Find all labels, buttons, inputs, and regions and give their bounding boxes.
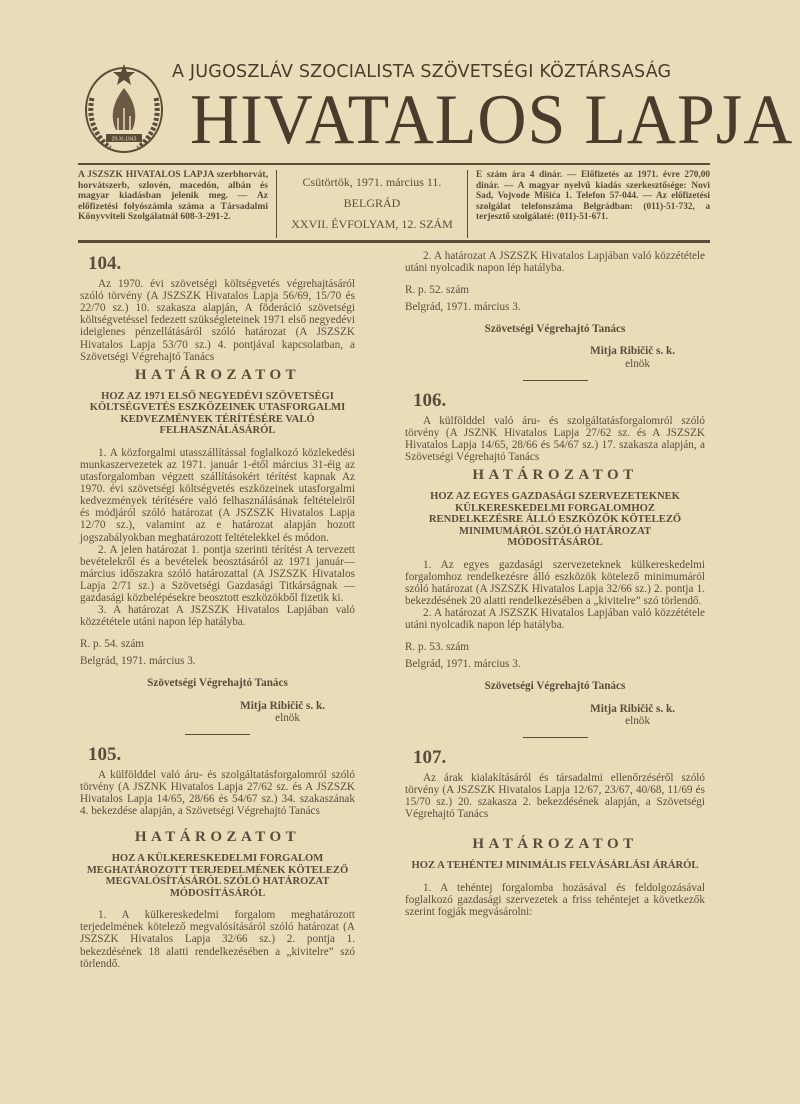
reference-number: R. p. 53. szám [405, 641, 470, 654]
section-subtitle: HOZ A KÜLKERESKEDELMI FORGALOM MEGHATÁROZOTT TERJEDELMÉNEK KÖTELEZŐ MEGVALÓSÍTÁSÁRÓL SZÓLÓ HATÁROZAT MÓDOSÍTÁSÁRÓL [86, 853, 349, 899]
state-emblem-icon [80, 58, 168, 158]
svg-text:29-XI-1943: 29-XI-1943 [111, 136, 137, 143]
section-subtitle: HOZ A TEHÉNTEJ MINIMÁLIS FELVÁSÁRLÁSI ÁRÁRÓL [411, 860, 699, 872]
paragraph: 1. A közforgalmi utasszállítással foglalkozó közlekedési munkaszervezetek az 1971. január 1-étől március 31-éig az utasforgalomban végzett szállításokért térítést kapnak Az 1970. évi szövetségi költségvetés eszközeinek utasforgalmi kedvezmények térítésére való felhasználásának feltételeiről és módjáról szóló határozat (A JSZSZK Hivatalos Lapja 12/70 sz.), valamint az e határozat alapján hozott jogszabályokban meghatározott feltételekkel és módon. [80, 446, 355, 544]
reference-number: R. p. 52. szám [405, 284, 470, 297]
issue-date: Csütörtök, 1971. március 11. [302, 175, 442, 189]
newspaper-title: HIVATALOS LAPJA [190, 79, 794, 159]
council-name: Szövetségi Végrehajtó Tanács [484, 323, 626, 336]
section-105-continued [405, 250, 705, 381]
section-intro: A külfölddel való áru- és szolgáltatásforgalomról szóló törvény (A JSZNK Hivatalos Lapja 27/62 sz. és A JSZSZK Hivatalos Lapja 14/65, 28/66 és 54/67 sz.) 34. szakaszának 4. bekezdése alapján, a Szövetségi Végrehajtó Tanács [80, 768, 355, 818]
signer-role: elnök [625, 714, 650, 727]
right-column [405, 250, 705, 918]
paragraph: 1. Az egyes gazdasági szervezeteknek külkereskedelmi forgalomhoz rendelkezésre álló eszközök kötelező minimumáról szóló határozat (A JSZSZK Hivatalos Lapja 32/66 sz.) 2. pontja 1. bekezdésének 20 alatti rendelkezésében a „kivitelre” szó törlendő. [405, 558, 705, 607]
section-intro: Az árak kialakításáról és társadalmi ellenőrzéséről szóló törvény (A JSZSZK Hivatalos Lapja 12/67, 23/67, 40/68, 11/69 és 15/70 sz.) 20. szakasza 2. bekezdésének alapján, a Szövetségi Végrehajtó Tanács [405, 771, 705, 821]
subscription-info: E szám ára 4 dinár. — Előfizetés az 1971. évre 270,00 dinár. — A magyar nyelvű kiadás szerkesztősége: Novi Sad, Vojvode Mišića 1. Telefon 57-044. — Az előfizetési szolgálat telefonszáma Belgrádban: (011)-51-732, a terjesztő szolgálaté: (011)-51-671. [476, 170, 710, 222]
left-column [80, 253, 355, 970]
section-105 [80, 743, 355, 970]
section-number: 106. [413, 389, 447, 411]
section-107 [405, 746, 705, 918]
edition-info: A JSZSZK HIVATALOS LAPJA szerbhorvát, horvátszerb, szlovén, macedón, albán és magyar kiadásban jelenik meg. — Az előfizetési folyószámla száma a Társadalmi Könyvviteli Szolgálatnál 608-3-291-2. [78, 169, 268, 222]
bottom-rule [78, 240, 710, 243]
section-104 [80, 253, 355, 735]
paragraph: 2. A határozat A JSZSZK Hivatalos Lapjában való közzététele utáni nyolcadik napon lép hatályba. [405, 250, 705, 275]
section-separator [185, 734, 250, 735]
paragraph: 1. A külkereskedelmi forgalom meghatározott terjedelmének kötelező megvalósításáról szóló határozat (A JSZSZK Hivatalos Lapja 32/66 sz.) 2. pontja 1. bekezdésének 18 alatti rendelkezésében a „kivitelre” szó törlendő. [80, 909, 355, 970]
signer-name: Mitja Ribičič s. k. [240, 699, 325, 712]
section-number: 107. [413, 746, 447, 768]
section-separator [523, 380, 588, 381]
issue-date-line: Belgrád, 1971. március 3. [405, 658, 521, 671]
section-intro: Az 1970. évi szövetségi költségvetés végrehajtásáról szóló törvény (A JSZSZK Hivatalos Lapja 56/69, 15/70 és 22/70 sz.) 10. szakasza alapján, A föderáció szövetségi költségvetéssel fedezett szükségleteinek 1971 első negyedévi ideiglenes pénzellátásáról szóló határozat (A JSZSZK Hivatalos Lapja 53/70 sz.) 4. pontjával kapcsolatban, a Szövetségi Végrehajtó Tanács [80, 278, 355, 363]
section-106 [405, 389, 705, 738]
council-name: Szövetségi Végrehajtó Tanács [484, 680, 626, 693]
paragraph: 2. A jelen határozat 1. pontja szerinti térítést A tervezett bevételekről és a bevételek beosztásáról az 1971 január—március időszakra szóló határozattal (A JSZSZK Hivatalos Lapja 2/71 sz.) a Szövetségi Gazdasági Titkárságnak — gazdasági közbelépésekre beosztott eszközökből fizetik ki. [80, 543, 355, 604]
section-heading: HATÁROZATOT [472, 467, 638, 484]
issue-info [276, 170, 468, 238]
signer-role: elnök [625, 357, 650, 370]
paragraph: 3. A határozat A JSZSZK Hivatalos Lapjában való közzététele utáni napon lép hatályba. [80, 604, 355, 629]
section-separator [523, 737, 588, 738]
paragraph: 1. A tehéntej forgalomba hozásával és feldolgozásával foglalkozó gazdasági szervezetek a friss tehéntejet a következők szerint fogják megvásárolni: [405, 881, 705, 918]
info-box [78, 170, 710, 238]
section-intro: A külfölddel való áru- és szolgáltatásforgalomról szóló törvény (A JSZNK Hivatalos Lapja 27/62 sz. és A JSZSZK Hivatalos Lapja 14/65, 28/66 és 54/67 sz.) 17. szakasza alapján, a Szövetségi Végrehajtó Tanács [405, 414, 705, 464]
top-rule [78, 163, 710, 165]
reference-number: R. p. 54. szám [80, 638, 145, 651]
issue-place: BELGRÁD [343, 196, 401, 210]
section-heading: HATÁROZATOT [472, 836, 638, 853]
section-subtitle: HOZ AZ 1971 ELSŐ NEGYEDÉVI SZÖVETSÉGI KÖLTSÉGVETÉS ESZKÖZEINEK UTASFORGALMI KEDVEZMÉNYEK TÉRÍTÉSÉRE VALÓ FELHASZNÁLÁSÁRÓL [89, 390, 346, 437]
issue-date-line: Belgrád, 1971. március 3. [80, 655, 196, 668]
issue-number: XXVII. ÉVFOLYAM, 12. SZÁM [291, 217, 453, 231]
section-number: 105. [88, 743, 122, 765]
council-name: Szövetségi Végrehajtó Tanács [147, 677, 288, 690]
section-heading: HATÁROZATOT [134, 366, 301, 383]
section-number: 104. [88, 253, 122, 274]
signer-name: Mitja Ribičič s. k. [590, 345, 675, 358]
republic-name: A JUGOSZLÁV SZOCIALISTA SZÖVETSÉGI KÖZTÁRSASÁG [172, 62, 672, 82]
paragraph: 2. A határozat A JSZSZK Hivatalos Lapjában való közzététele utáni nyolcadik napon lép hatályba. [405, 607, 705, 632]
issue-date-line: Belgrád, 1971. március 3. [405, 301, 521, 314]
signer-name: Mitja Ribičič s. k. [590, 702, 675, 715]
signer-role: elnök [275, 711, 300, 724]
section-subtitle: HOZ AZ EGYES GAZDASÁGI SZERVEZETEKNEK KÜLKERESKEDELMI FORGALOMHOZ RENDELKEZÉSRE ÁLLÓ ESZKÖZÖK KÖTELEZŐ MINIMUMÁRÓL SZÓLÓ HATÁROZAT MÓDOSÍTÁSÁRÓL [428, 491, 682, 549]
section-heading: HATÁROZATOT [134, 829, 301, 846]
